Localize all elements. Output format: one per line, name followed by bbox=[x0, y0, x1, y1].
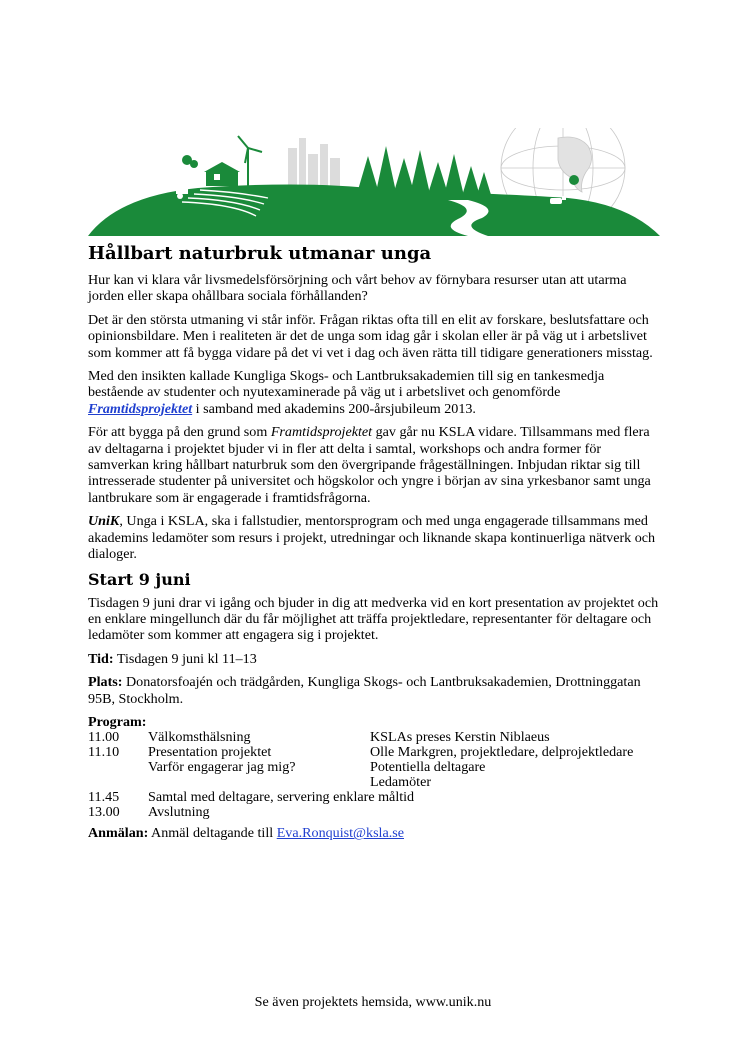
program-table bbox=[88, 730, 633, 820]
program-row: 13.00 Avslutning bbox=[88, 804, 210, 821]
paragraph-challenge: Det är den största utmaning vi står inför. Frågan riktas ofta till en elit av forskare, beslutsfattare och opinionsbildare. Men i realiteten är det de unga som idag går i skolan eller är på väg ut i arbetslivet som kommer att få bygga vidare på det vi vet i dag och även rätta till tidigare generationers misstag. bbox=[88, 311, 653, 361]
landscape-illustration bbox=[88, 128, 660, 236]
program-title: Program: bbox=[88, 713, 147, 730]
article-body bbox=[88, 243, 660, 849]
barn-icon bbox=[204, 162, 240, 186]
framtidsprojektet-link[interactable]: Framtidsprojektet bbox=[88, 400, 193, 417]
page-title: Hållbart naturbruk utmanar unga bbox=[88, 243, 432, 264]
program-row: 11.00 Välkomsthälsning KSLAs preses Kerstin Niblaeus bbox=[88, 729, 550, 746]
registration-line: Anmälan: Anmäl deltagande till Eva.Ronquist@ksla.se bbox=[88, 825, 404, 842]
paragraph-ksla-vidare: För att bygga på den grund som Framtidsprojektet gav går nu KSLA vidare. Tillsammans med flera av deltagarna i projektet bjuder vi in fler att delta i samtal, workshops och andra former för samverkan kring hållbart naturbruk som den övergripande frågeställningen. Inbjudan riktar sig till intresserade studenter på universitet och högskolor och yngre i början av sina yrkesbanor samt unga lantbrukare som är engagerade i framtidsfrågorna. bbox=[88, 424, 651, 506]
paragraph-unik: UniK, Unga i KSLA, ska i fallstudier, mentorsprogram och med unga engagerade tillsammans med akademins ledamöter som resurs i projekt, utredningar och liknande skapa kontinuerliga nätverk och dialoger. bbox=[88, 513, 656, 563]
place-line: Plats: Donatorsfoajén och trädgården, Kungliga Skogs- och Lantbruksakademien, Drottninggatan 95B, Stockholm. bbox=[88, 674, 641, 707]
paragraph-framtidsprojektet: Med den insikten kallade Kungliga Skogs- och Lantbruksakademien till sig en tankesmedja bestående av studenter och nyutexaminerade på väg ut i arbetslivet och genomförde Framtidsprojektet i samband med akademins 200-årsjubileum 2013. bbox=[88, 368, 605, 417]
wind-turbine-icon bbox=[238, 136, 262, 186]
program-row: 11.45 Samtal med deltagare, servering enklare måltid bbox=[88, 789, 415, 806]
paragraph-start-intro: Tisdagen 9 juni drar vi igång och bjuder in dig att medverka vid en kort presentation av projektet och en enklare mingellunch där du får möjlighet att träffa projektledare, representanter för deltagare och ledamöter som kommer att engagera sig i projektet. bbox=[88, 594, 659, 644]
program-row: 11.10 Presentation projektet Olle Markgren, projektledare, delprojektledare bbox=[88, 744, 634, 761]
footer-note: Se även projektets hemsida, www.unik.nu bbox=[254, 994, 492, 1010]
email-link[interactable]: Eva.Ronquist@ksla.se bbox=[276, 825, 404, 842]
program-row: Ledamöter bbox=[370, 774, 432, 791]
paragraph-intro: Hur kan vi klara vår livsmedelsförsörjning och vårt behov av förnybara resurser utan att utarma jorden eller skapa ohållbara sociala förhållanden? bbox=[88, 272, 627, 305]
green-hill bbox=[88, 184, 660, 236]
program-row: Varför engagerar jag mig? Potentiella deltagare bbox=[148, 759, 486, 776]
section-heading-start: Start 9 juni bbox=[88, 569, 191, 589]
time-line: Tid: Tisdagen 9 juni kl 11–13 bbox=[88, 650, 257, 667]
